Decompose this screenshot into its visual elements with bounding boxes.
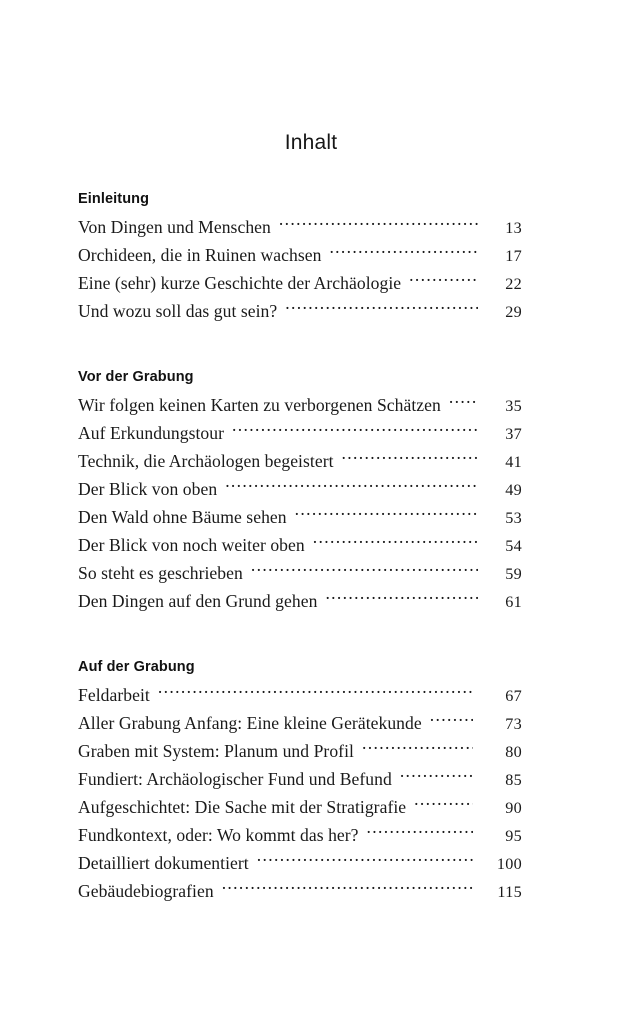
- toc-entry-page-number: 29: [505, 303, 522, 321]
- toc-entry-page-number: 100: [496, 855, 522, 873]
- section-heading: Auf der Grabung: [78, 659, 195, 675]
- toc-entry-label: Auf Erkundungstour: [78, 423, 225, 443]
- toc-section: [78, 654, 522, 906]
- dot-leader: [342, 449, 478, 467]
- toc-entry[interactable]: [78, 878, 522, 906]
- toc-entry[interactable]: [78, 588, 522, 616]
- toc-list: [78, 186, 522, 906]
- toc-entry[interactable]: [78, 504, 522, 532]
- toc-entry-label: Detailliert dokumentiert: [78, 853, 249, 873]
- toc-entry-label: Technik, die Archäologen begeistert: [78, 451, 334, 471]
- toc-entry-label: Graben mit System: Planum und Profil: [78, 741, 354, 761]
- dot-leader: [367, 823, 473, 841]
- dot-leader: [158, 683, 473, 701]
- toc-entry-label: Gebäudebiografien: [78, 881, 214, 901]
- toc-entry-page-number: 22: [505, 275, 522, 293]
- toc-entry-label: Orchideen, die in Ruinen wachsen: [78, 245, 322, 265]
- toc-entry[interactable]: [78, 738, 522, 766]
- toc-entry-page-number: 80: [505, 743, 522, 761]
- toc-entry-label: Von Dingen und Menschen: [78, 217, 271, 237]
- toc-entry[interactable]: [78, 822, 522, 850]
- toc-entry-page-number: 61: [505, 593, 522, 611]
- section-heading: Vor der Grabung: [78, 369, 194, 385]
- toc-entry-label: Feldarbeit: [78, 685, 150, 705]
- dot-leader: [279, 215, 478, 233]
- toc-entry-page-number: 59: [505, 565, 522, 583]
- toc-entry-label: So steht es geschrieben: [78, 563, 243, 583]
- toc-entry[interactable]: [78, 298, 522, 326]
- toc-entry-page-number: 85: [505, 771, 522, 789]
- toc-entry-label: Und wozu soll das gut sein?: [78, 301, 278, 321]
- toc-entry-page-number: 90: [505, 799, 522, 817]
- toc-entry[interactable]: [78, 532, 522, 560]
- page-title: Inhalt: [284, 131, 338, 154]
- dot-leader: [449, 393, 478, 411]
- toc-entry[interactable]: [78, 214, 522, 242]
- toc-entry-page-number: 17: [505, 247, 522, 265]
- toc-entry-page-number: 115: [497, 883, 522, 901]
- toc-entry-label: Aufgeschichtet: Die Sache mit der Stratigrafie: [78, 797, 407, 817]
- toc-entry[interactable]: [78, 448, 522, 476]
- toc-entry[interactable]: [78, 476, 522, 504]
- toc-entry-page-number: 35: [505, 397, 522, 415]
- toc-entry-page-number: 37: [505, 425, 522, 443]
- toc-entry[interactable]: [78, 766, 522, 794]
- toc-entry-page-number: 13: [505, 219, 522, 237]
- toc-entry-label: Fundiert: Archäologischer Fund und Befund: [78, 769, 392, 789]
- toc-entry-label: Den Wald ohne Bäume sehen: [78, 507, 287, 527]
- dot-leader: [409, 271, 478, 289]
- dot-leader: [430, 711, 473, 729]
- toc-entry-label: Der Blick von oben: [78, 479, 218, 499]
- toc-entry[interactable]: [78, 560, 522, 588]
- dot-leader: [400, 767, 473, 785]
- toc-entry-page-number: 67: [505, 687, 522, 705]
- section-heading: Einleitung: [78, 191, 150, 207]
- dot-leader: [329, 243, 478, 261]
- toc-entry-page-number: 41: [505, 453, 522, 471]
- dot-leader: [414, 795, 473, 813]
- toc-entry[interactable]: [78, 794, 522, 822]
- toc-entry-page-number: 95: [505, 827, 522, 845]
- toc-entry-page-number: 73: [505, 715, 522, 733]
- toc-section: [78, 186, 522, 326]
- dot-leader: [257, 851, 473, 869]
- toc-entry-page-number: 54: [505, 537, 522, 555]
- toc-entry[interactable]: [78, 710, 522, 738]
- toc-entry-label: Aller Grabung Anfang: Eine kleine Gerätekunde: [78, 713, 422, 733]
- dot-leader: [222, 879, 473, 897]
- toc-entry-label: Eine (sehr) kurze Geschichte der Archäologie: [78, 273, 402, 293]
- toc-entry-page-number: 49: [505, 481, 522, 499]
- dot-leader: [232, 421, 478, 439]
- dot-leader: [225, 477, 478, 495]
- toc-entry[interactable]: [78, 850, 522, 878]
- toc-entry[interactable]: [78, 242, 522, 270]
- dot-leader: [313, 533, 478, 551]
- toc-entry-page-number: 53: [505, 509, 522, 527]
- toc-entry[interactable]: [78, 270, 522, 298]
- toc-entry-label: Der Blick von noch weiter oben: [78, 535, 305, 555]
- toc-section: [78, 364, 522, 616]
- toc-entry-label: Den Dingen auf den Grund gehen: [78, 591, 318, 611]
- toc-entry[interactable]: [78, 392, 522, 420]
- dot-leader: [362, 739, 473, 757]
- toc-entry[interactable]: [78, 682, 522, 710]
- dot-leader: [325, 589, 478, 607]
- dot-leader: [251, 561, 478, 579]
- dot-leader: [295, 505, 478, 523]
- toc-entry-label: Fundkontext, oder: Wo kommt das her?: [78, 825, 359, 845]
- dot-leader: [285, 299, 478, 317]
- toc-entry[interactable]: [78, 420, 522, 448]
- toc-entry-label: Wir folgen keinen Karten zu verborgenen Schätzen: [78, 395, 441, 415]
